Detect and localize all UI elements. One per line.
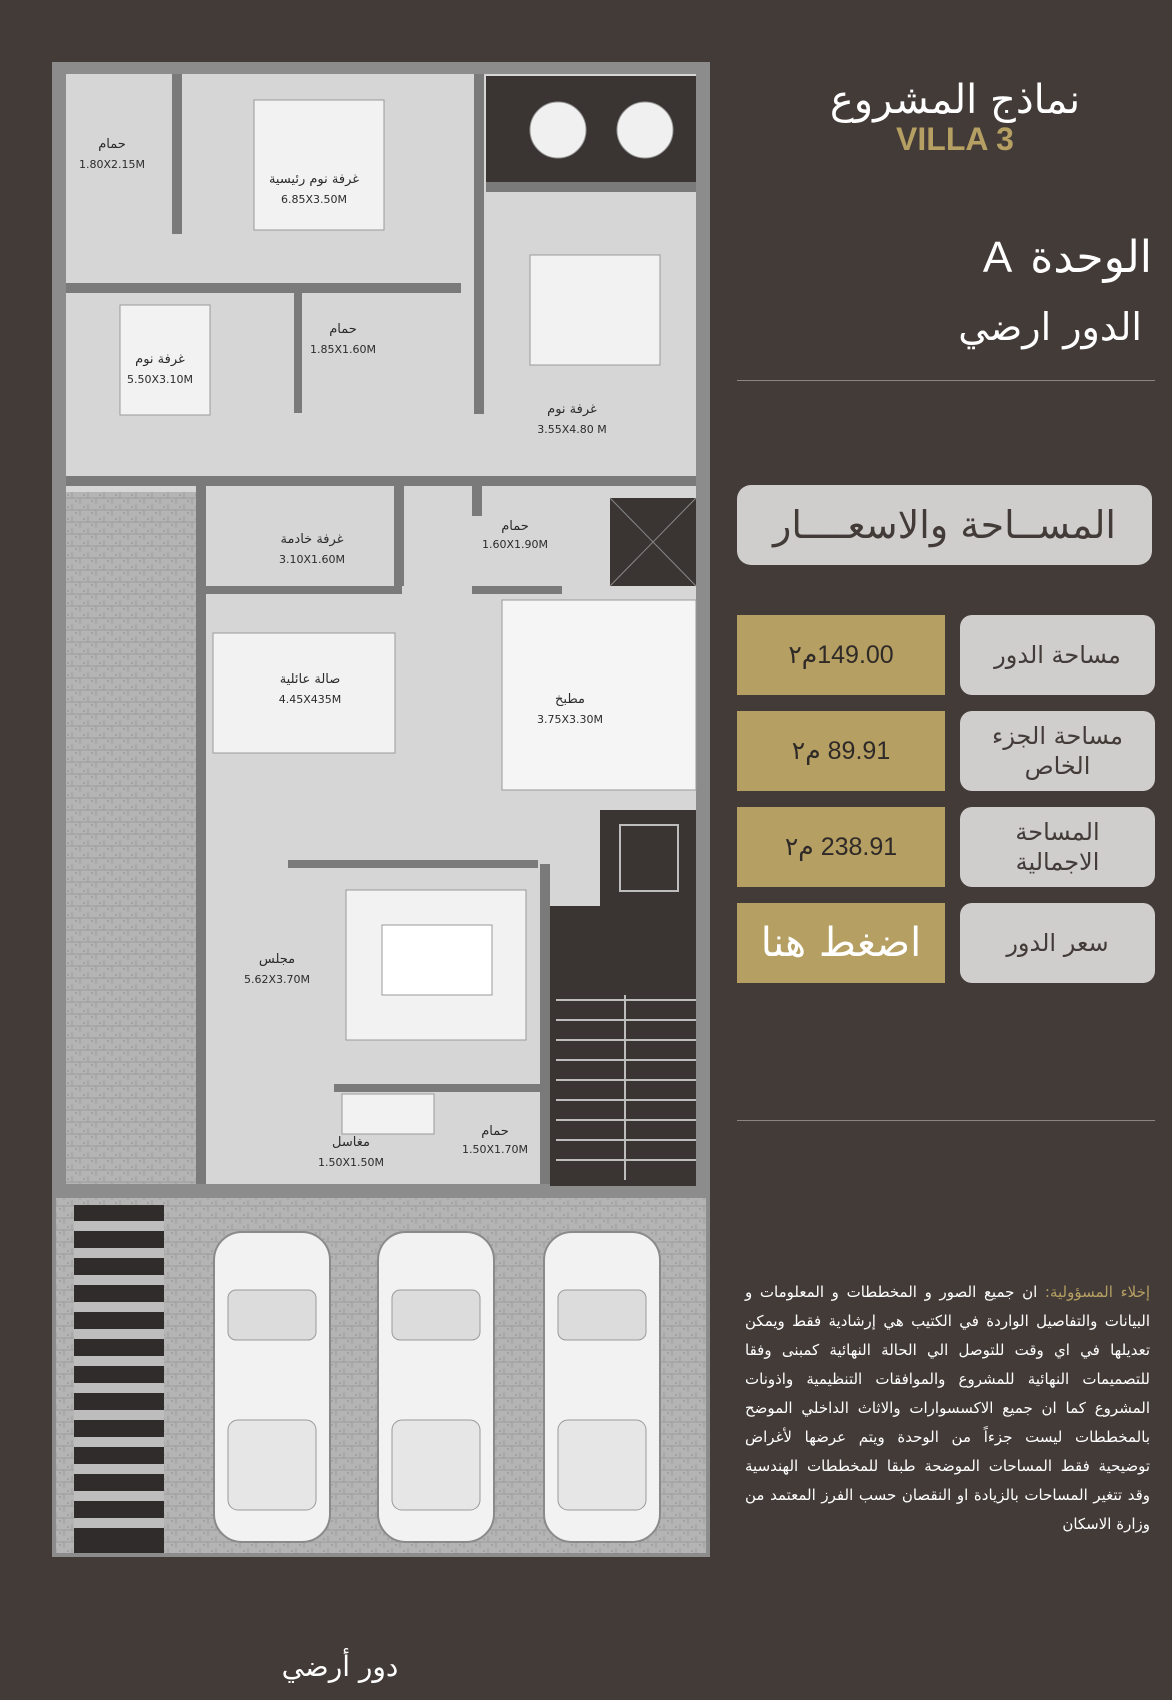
disclaimer-lead: إخلاء المسؤولية: <box>1044 1283 1151 1301</box>
disclaimer-body: ان جميع الصور و المخططات و المعلومات و البيانات والتفاصيل الواردة في الكتيب هي إرشادية فقط ويمكن تعديلها في اي وقت للتوصل الي الحالة النهائية كمبنى وفقا للتصميمات النهائية للمشروع والموافقات التنظيمية واذونات المشروع كما ان جميع الاكسسوارات والاثاث الداخلي الموضح بالمخططات ليست جزءاً من الوحدة ويتم عرضها لأغراض توضيحية فقط المساحات الموضحة طبقا للمخططات الهندسية وقد تتغير المساحات بالزيادة او النقصان حسب الفرز المعتمد من وزارة الاسكان <box>745 1283 1150 1533</box>
divider <box>737 1120 1155 1121</box>
room-dimensions: 1.80X2.15M <box>78 158 146 171</box>
divider <box>737 380 1155 381</box>
room-dimensions: 1.50X1.50M <box>317 1156 385 1169</box>
private-area-label: مساحة الجزء الخاص <box>960 711 1155 791</box>
unit-heading <box>983 232 1152 283</box>
room-dimensions: 3.75X3.30M <box>536 713 604 726</box>
room-name: حمام <box>329 322 357 337</box>
room-name: غرفة نوم <box>135 352 185 367</box>
room-name: مجلس <box>258 952 296 967</box>
room-dimensions: 1.85X1.60M <box>309 343 377 356</box>
room-name: حمام <box>501 519 529 534</box>
tree-icon <box>530 102 586 158</box>
disclaimer <box>745 1278 1150 1539</box>
room-dimensions: 5.50X3.10M <box>126 373 194 386</box>
entry-steps <box>74 1205 164 1553</box>
room-dimensions: 5.62X3.70M <box>243 973 311 986</box>
room-name: غرفة خادمة <box>280 532 344 547</box>
room-dimensions: 1.50X1.70M <box>461 1143 529 1156</box>
unit-label: الوحدة <box>1030 232 1152 283</box>
room-dimensions: 6.85X3.50M <box>280 193 348 206</box>
project-models-title: نماذج المشروع <box>829 77 1081 123</box>
room-name: حمام <box>481 1124 509 1139</box>
total-area-label: المساحة الاجمالية <box>960 807 1155 887</box>
unit-letter: A <box>982 233 1013 282</box>
room-dimensions: 1.60X1.90M <box>481 538 549 551</box>
room-name: مغاسل <box>332 1135 370 1150</box>
floor-area-value: 149.00م٢ <box>737 615 945 695</box>
click-here-button[interactable]: اضغط هنا <box>737 903 945 983</box>
car-2 <box>378 1232 494 1542</box>
room-name: حمام <box>98 137 126 152</box>
stair-core <box>550 906 696 1186</box>
room-dimensions: 4.45X435M <box>278 693 342 706</box>
floor-price-label: سعر الدور <box>960 903 1155 983</box>
private-area-value: 89.91 م٢ <box>737 711 945 791</box>
floor-name: الدور ارضي <box>958 305 1142 349</box>
room-dimensions: 3.55X4.80 M <box>537 423 607 436</box>
tree-icon <box>617 102 673 158</box>
total-area-value: 238.91 م٢ <box>737 807 945 887</box>
room-name: صالة عائلية <box>279 672 341 687</box>
car-1 <box>214 1232 330 1542</box>
car-3 <box>544 1232 660 1542</box>
area-and-prices-heading: المســاحة والاسعــــار <box>737 485 1152 565</box>
room-name: غرفة نوم <box>547 402 597 417</box>
side-garden <box>66 492 196 1184</box>
room-name: غرفة نوم رئيسية <box>268 172 360 187</box>
floor-plan-caption: دور أرضي <box>281 1650 399 1683</box>
floor-area-label: مساحة الدور <box>960 615 1155 695</box>
room-name: مطبخ <box>555 692 585 707</box>
villa-subtitle: VILLA 3 <box>896 121 1014 157</box>
room-dimensions: 3.10X1.60M <box>278 553 346 566</box>
